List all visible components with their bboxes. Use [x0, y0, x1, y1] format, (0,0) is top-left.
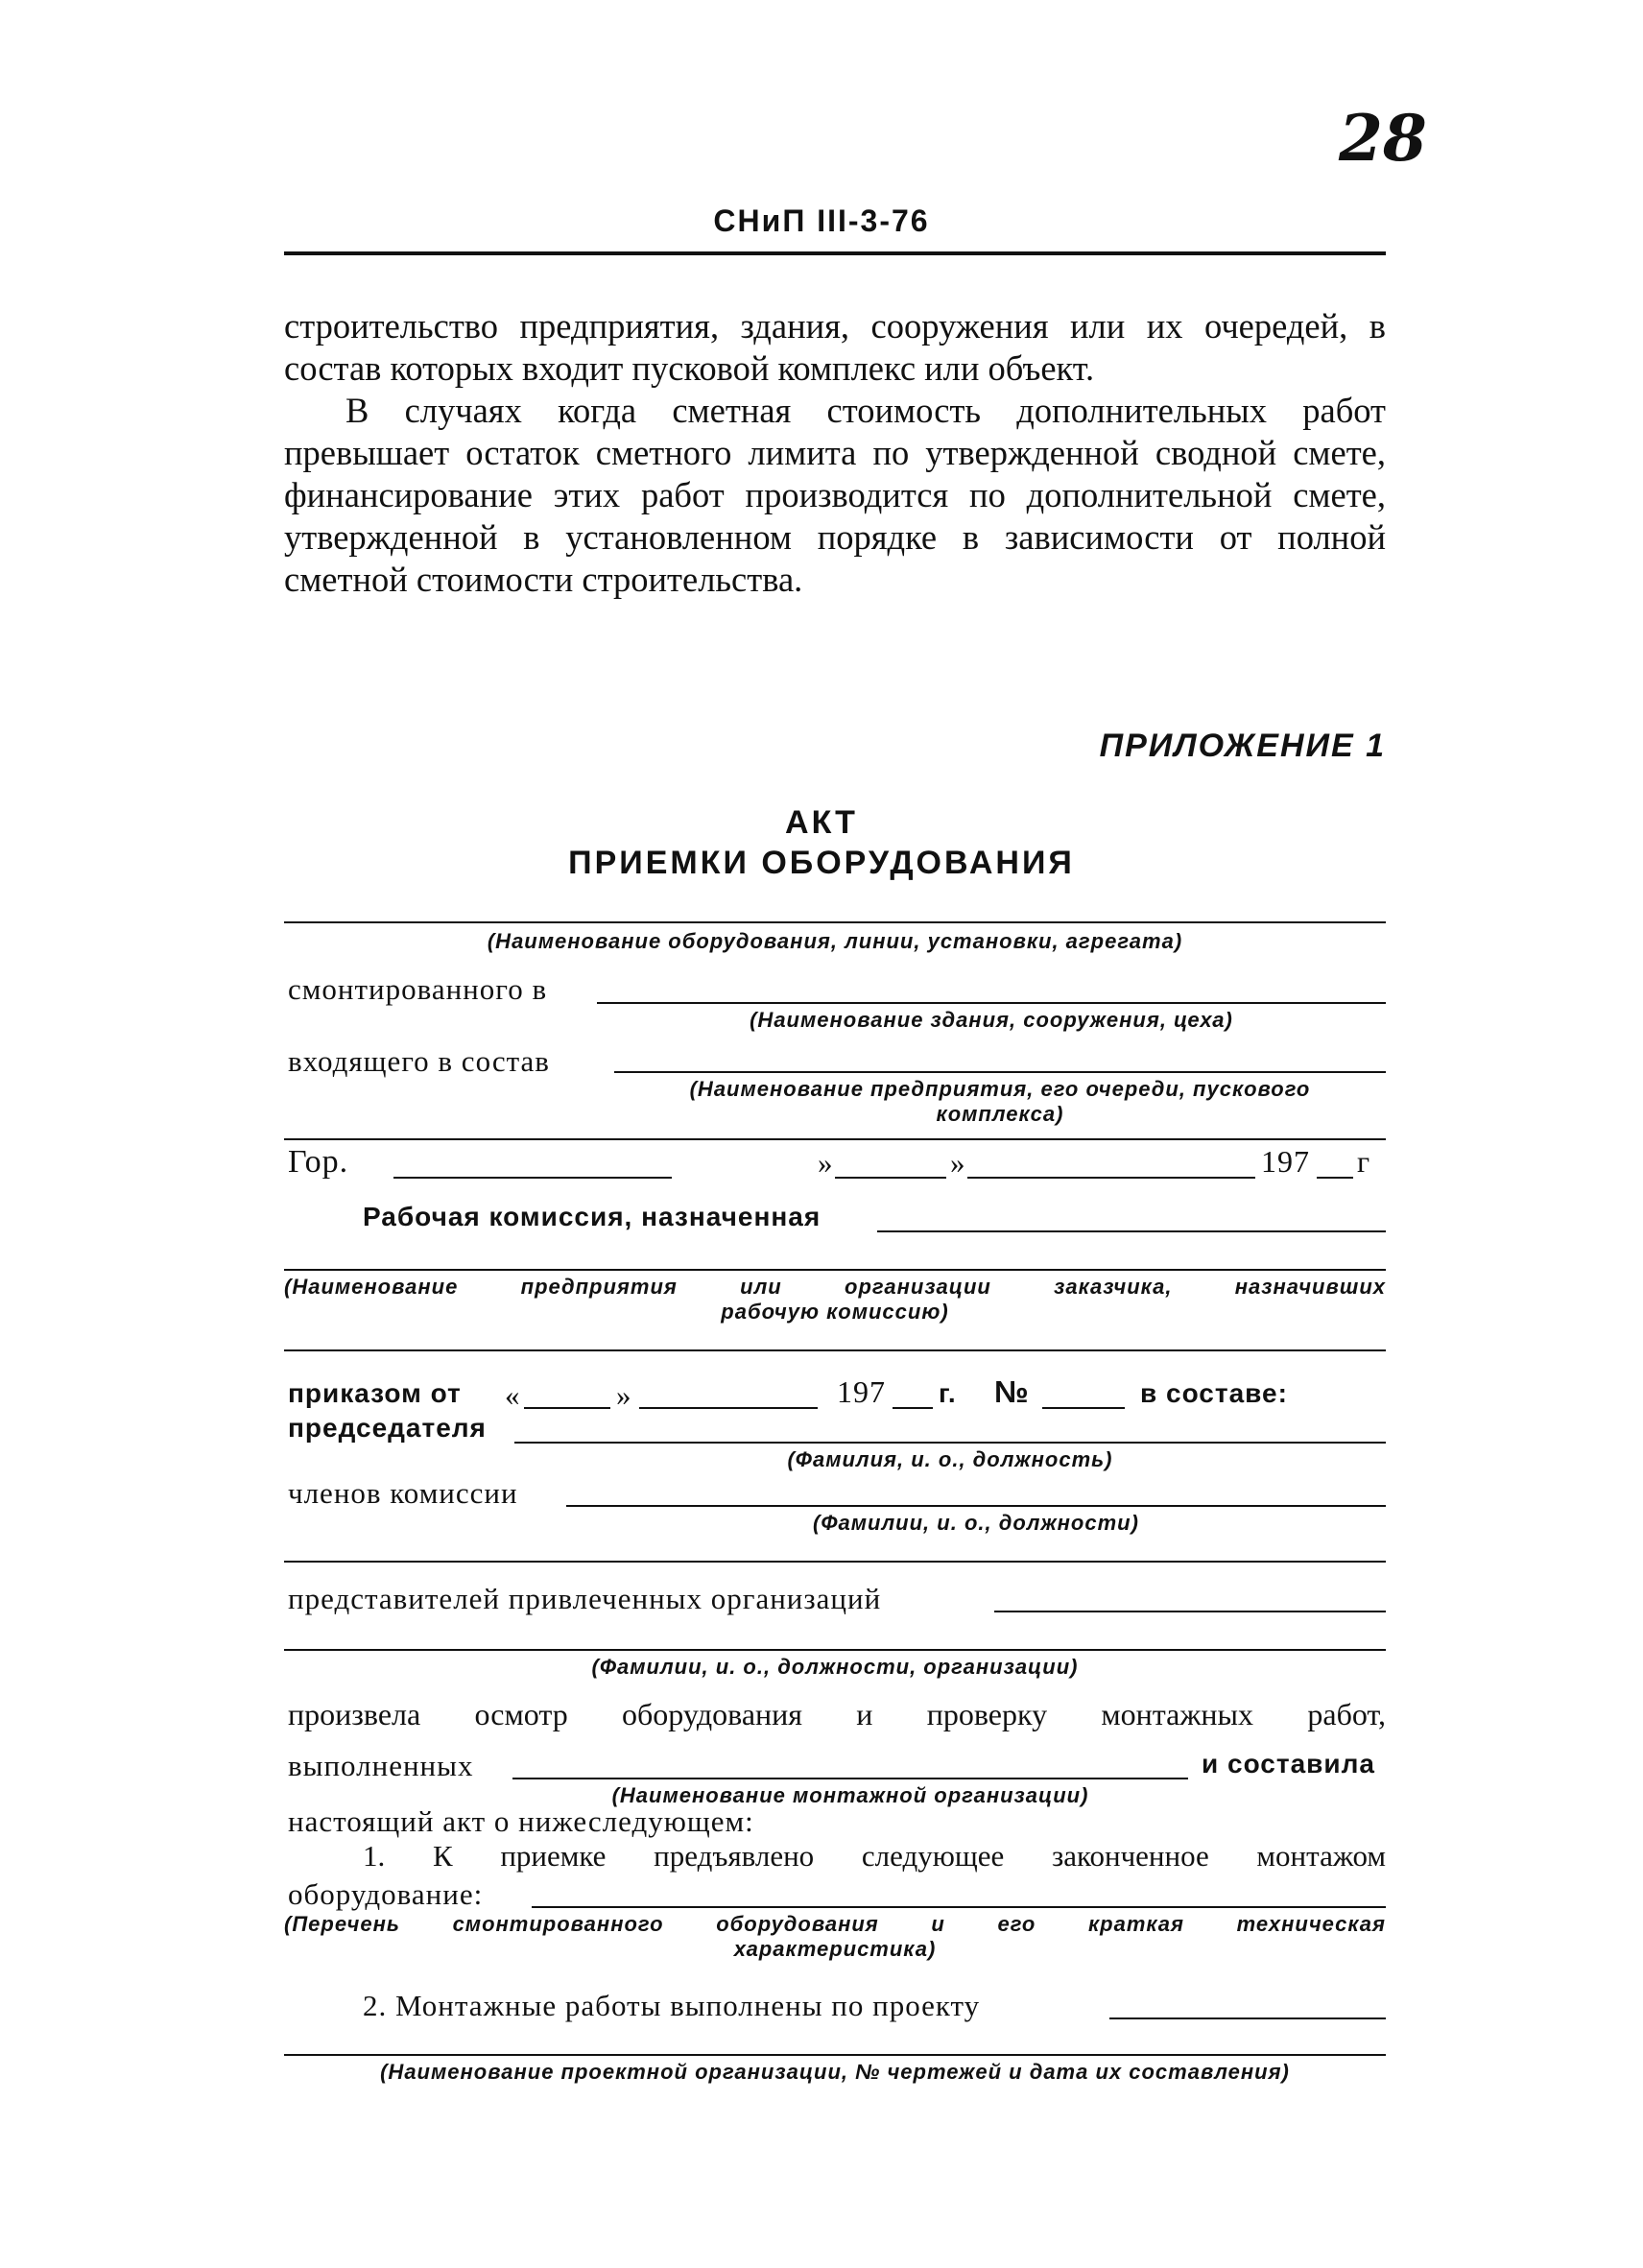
members-extra-line — [284, 1561, 1386, 1563]
date-quote-open: » — [818, 1146, 834, 1180]
item-1-text: 1. К приемке предъявлено следующее законченное монтажом — [363, 1839, 1386, 1873]
caption-customer-line-1: (Наименование предприятия или организации заказчика, назначивших — [284, 1275, 1386, 1299]
caption-members: (Фамилии, и. о., должности) — [813, 1511, 1139, 1535]
date-month-field[interactable] — [967, 1177, 1255, 1179]
equipment-list-field[interactable] — [532, 1906, 1386, 1908]
item-2-text: 2. Монтажные работы выполнены по проекту — [363, 1989, 981, 2022]
equipment-name-field[interactable] — [284, 921, 1386, 923]
order-number-field[interactable] — [1042, 1407, 1125, 1409]
chairman-field[interactable] — [514, 1442, 1386, 1444]
caption-building: (Наименование здания, сооружения, цеха) — [750, 1008, 1233, 1032]
order-quote-open: « — [505, 1378, 521, 1412]
caption-project: (Наименование проектной организации, № чертежей и дата их составления) — [380, 2060, 1290, 2084]
customer-extra-line — [284, 1349, 1386, 1351]
item-1-equipment-label: оборудование: — [288, 1877, 484, 1911]
contractor-field[interactable] — [512, 1778, 1188, 1779]
caption-equipment: (Наименование оборудования, линии, установки, агрегата) — [487, 929, 1183, 953]
representatives-label: представителей привлеченных организаций — [288, 1582, 882, 1615]
date-year-prefix: 197 — [1261, 1144, 1310, 1179]
caption-customer-line-2: рабочую комиссию) — [721, 1300, 949, 1324]
caption-enterprise-line-2: комплекса) — [936, 1102, 1064, 1126]
caption-chairman: (Фамилия, и. о., должность) — [787, 1447, 1113, 1471]
caption-equipment-list-line-1: (Перечень смонтированного оборудования и его краткая техническая — [284, 1912, 1386, 1936]
part-of-label: входящего в состав — [288, 1044, 550, 1078]
page-number: 28 — [1339, 101, 1427, 176]
caption-enterprise-line-1: (Наименование предприятия, его очереди, пускового — [689, 1077, 1311, 1101]
appendix-label: ПРИЛОЖЕНИЕ 1 — [1099, 728, 1386, 764]
order-month-field[interactable] — [639, 1407, 818, 1409]
enterprise-extra-line — [284, 1138, 1386, 1140]
caption-representatives: (Фамилии, и. о., должности, организации) — [591, 1655, 1079, 1679]
members-label: членов комиссии — [288, 1476, 518, 1510]
caption-contractor: (Наименование монтажной организации) — [611, 1783, 1089, 1807]
date-year-field[interactable] — [1317, 1177, 1353, 1179]
representatives-field[interactable] — [994, 1611, 1386, 1612]
compiled-label: и составила — [1202, 1749, 1375, 1779]
act-subtitle: ПРИЕМКИ ОБОРУДОВАНИЯ — [568, 845, 1075, 881]
order-number-label: № — [994, 1374, 1030, 1409]
inspection-text: произвела осмотр оборудования и проверку монтажных работ, — [288, 1697, 1386, 1731]
order-year-field[interactable] — [893, 1407, 933, 1409]
project-field[interactable] — [1109, 2017, 1386, 2019]
project-extra-line — [284, 2054, 1386, 2056]
city-field[interactable] — [393, 1177, 672, 1179]
order-composition-label: в составе: — [1140, 1378, 1288, 1408]
paragraph-additional-works: В случаях когда сметная стоимость дополнительных работ превышает остаток сметного лимита по утвержденной сводной смете, финансирование этих работ производится по дополнительной смете, утвержденной в установленном порядке в зависимости от полной сметной стоимости строительства. — [284, 391, 1386, 599]
order-year-prefix: 197 — [837, 1374, 886, 1409]
order-year-suffix: г. — [939, 1378, 957, 1408]
act-title: АКТ — [785, 804, 858, 841]
commission-label: Рабочая комиссия, назначенная — [363, 1202, 822, 1231]
representatives-extra-line — [284, 1649, 1386, 1651]
order-quote-close: » — [616, 1378, 632, 1412]
order-label: приказом от — [288, 1378, 462, 1408]
order-day-field[interactable] — [524, 1407, 610, 1409]
body-text — [284, 305, 1386, 601]
commission-field[interactable] — [877, 1230, 1386, 1232]
date-day-field[interactable] — [835, 1177, 946, 1179]
mounted-in-label: смонтированного в — [288, 972, 548, 1006]
city-label: Гор. — [288, 1144, 349, 1180]
enterprise-name-field[interactable] — [614, 1071, 1386, 1073]
members-field[interactable] — [566, 1505, 1386, 1507]
commission-extra-line — [284, 1269, 1386, 1271]
date-year-suffix: г — [1357, 1144, 1371, 1179]
present-act-text: настоящий акт о нижеследующем: — [288, 1804, 754, 1838]
paragraph-continuation: строительство предприятия, здания, сооружения или их очередей, в состав которых входит пусковой комплекс или объект. — [284, 306, 1386, 388]
document-code: СНиП III-3-76 — [713, 203, 930, 238]
chairman-label: председателя — [288, 1413, 487, 1443]
building-name-field[interactable] — [597, 1002, 1386, 1004]
date-quote-close: » — [950, 1146, 966, 1180]
caption-equipment-list-line-2: характеристика) — [733, 1937, 937, 1961]
performed-label: выполненных — [288, 1749, 474, 1782]
header-rule — [284, 251, 1386, 255]
